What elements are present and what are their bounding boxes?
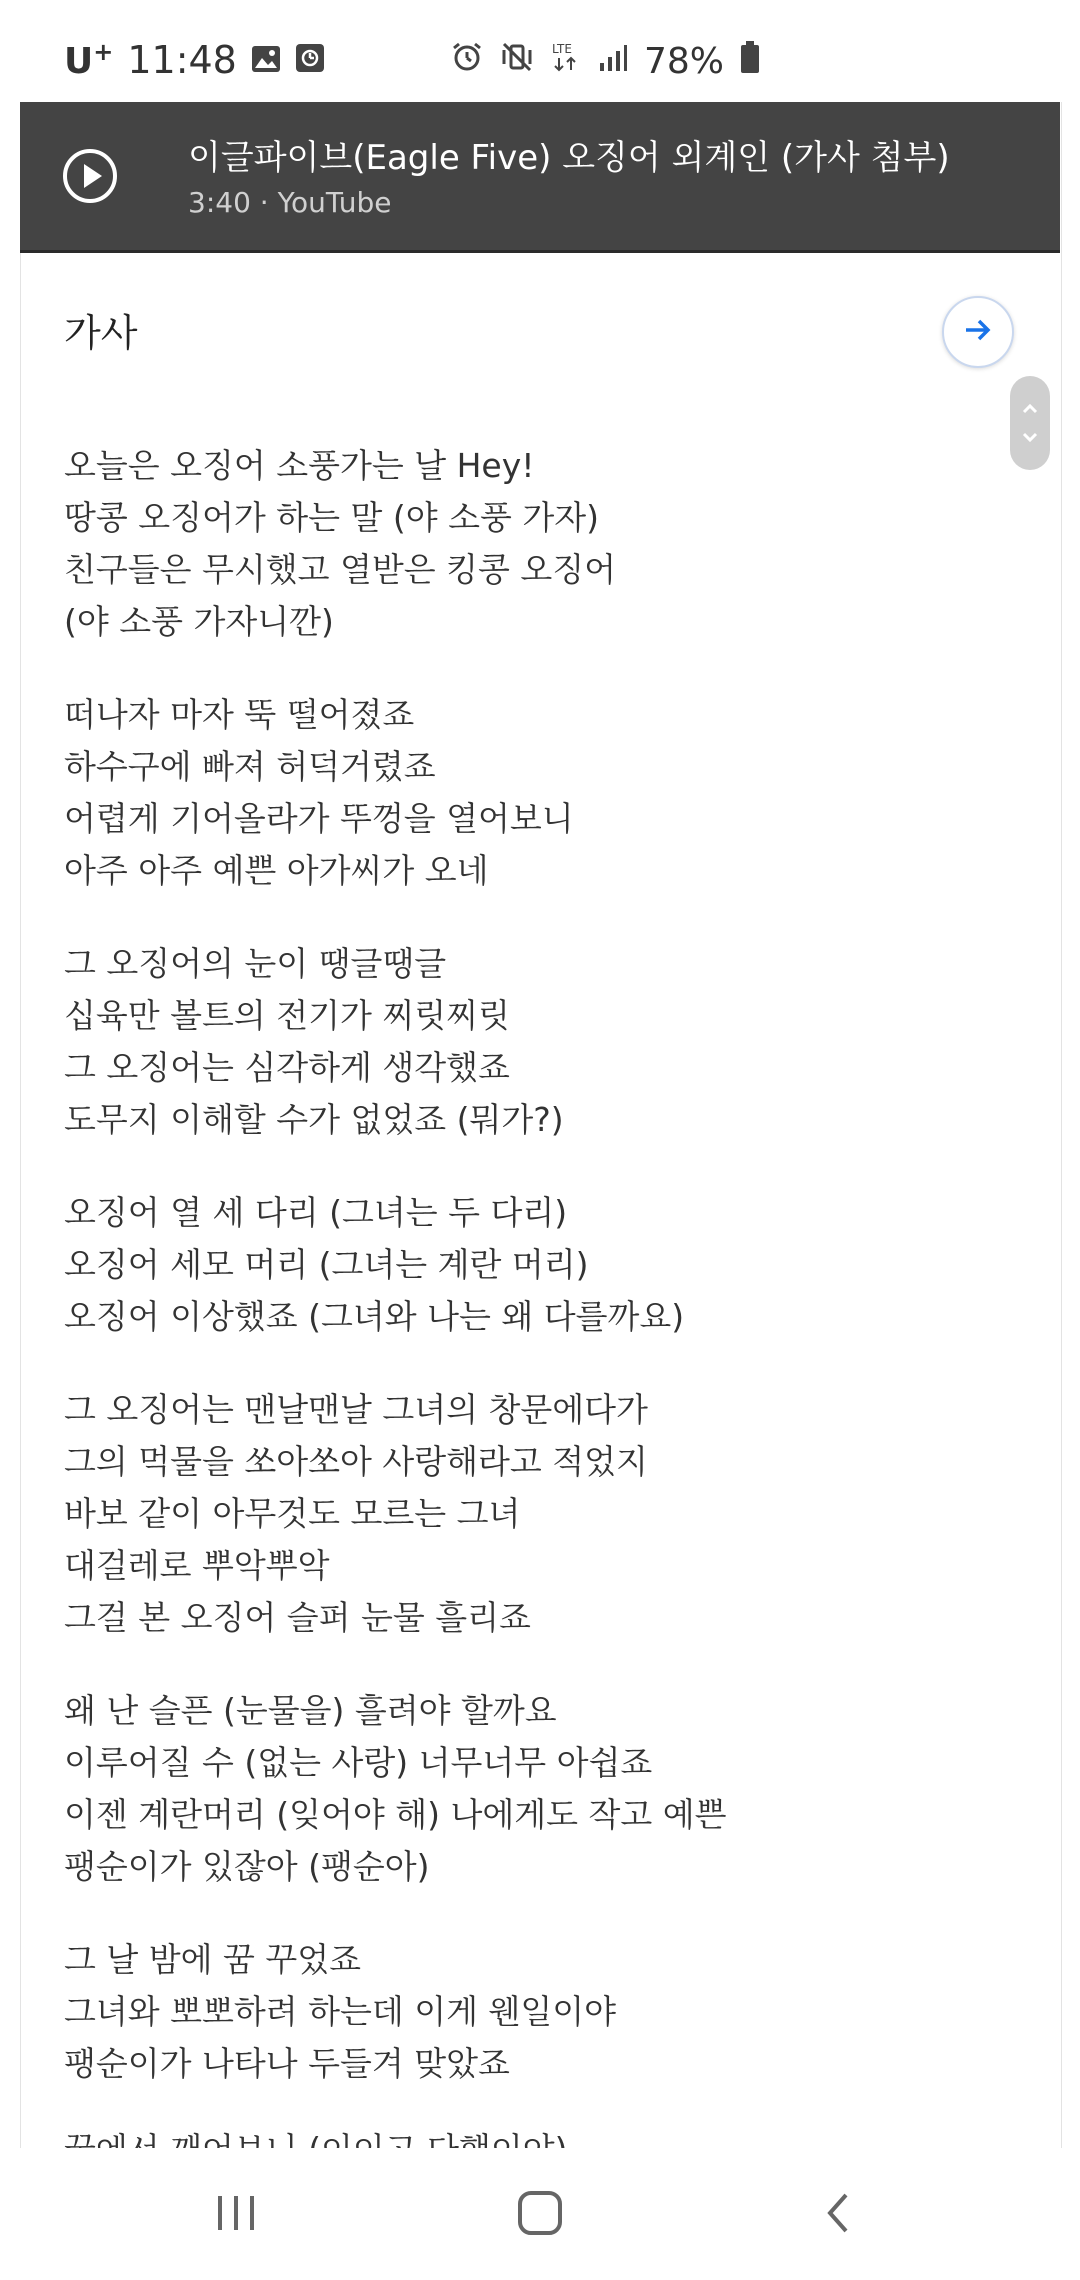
lyrics-stanza (64, 938, 994, 1146)
lyrics-line: 팽순이가 나타나 두들겨 맞았죠 (64, 2044, 510, 2083)
lyrics-line: 오징어 세모 머리 (그녀는 계란 머리) (64, 1245, 589, 1284)
lyrics-line: 그걸 본 오징어 슬퍼 눈물 흘리죠 (64, 1598, 531, 1637)
lte-icon (550, 40, 582, 83)
gallery-icon (251, 38, 281, 82)
video-meta: 3:40 · YouTube (188, 186, 392, 219)
lyrics-stanza (64, 689, 994, 897)
lyrics-line: 그 오징어는 맨날맨날 그녀의 창문에다가 (64, 1390, 648, 1429)
battery-icon (740, 40, 760, 83)
lyrics-line: 오징어 열 세 다리 (그녀는 두 다리) (64, 1193, 568, 1232)
lyrics-line: 바보 같이 아무것도 모르는 그녀 (64, 1494, 521, 1533)
lyrics-line: 도무지 이해할 수가 없었죠 (뭐가?) (64, 1100, 564, 1139)
home-icon[interactable] (500, 2178, 580, 2248)
alarm-icon (450, 40, 484, 83)
lyrics-line: 친구들은 무시했고 열받은 킹콩 오징어 (64, 550, 617, 589)
lyrics-partial-line (64, 2124, 568, 2148)
clock: 11:48 (127, 38, 237, 82)
lyrics-line: 대걸레로 뿌악뿌악 (64, 1546, 330, 1585)
lyrics-line: 아주 아주 예쁜 아가씨가 오네 (64, 851, 489, 890)
lyrics-line: 그 날 밤에 꿈 꾸었죠 (64, 1940, 361, 1979)
lyrics-line: 땅콩 오징어가 하는 말 (야 소풍 가자) (64, 498, 599, 537)
lyrics-line: 떠나자 마자 뚝 떨어졌죠 (64, 695, 415, 734)
lyrics-stanza (64, 1685, 994, 1893)
video-title[interactable]: 이글파이브(Eagle Five) 오징어 외계인 (가사 첨부) (188, 138, 950, 178)
video-header[interactable] (20, 102, 1060, 253)
lyrics-line: 하수구에 빠져 허덕거렸죠 (64, 747, 436, 786)
lyrics-line: 그 오징어는 심각하게 생각했죠 (64, 1048, 510, 1087)
recents-icon[interactable] (196, 2178, 276, 2248)
back-icon[interactable] (800, 2178, 880, 2248)
signal-icon (598, 41, 628, 82)
lyrics-line: 이루어질 수 (없는 사랑) 너무너무 아쉽죠 (64, 1743, 653, 1782)
lyrics-line: 십육만 볼트의 전기가 찌릿찌릿 (64, 996, 510, 1035)
open-lyrics-button[interactable] (942, 296, 1014, 368)
lyrics-line: 어렵게 기어올라가 뚜껑을 열어보니 (64, 799, 574, 838)
arrow-right-icon (960, 312, 996, 352)
lyrics-line: 오징어 이상했죠 (그녀와 나는 왜 다를까요) (64, 1297, 685, 1336)
screen-recorder-icon (295, 38, 325, 82)
lyrics-line: 오늘은 오징어 소풍가는 날 Hey! (64, 446, 535, 485)
lyrics-line: 그 오징어의 눈이 땡글땡글 (64, 944, 447, 983)
play-circle-icon[interactable] (62, 148, 118, 204)
carrier-label: U+ (64, 38, 114, 82)
status-bar (0, 0, 1080, 102)
status-left (64, 38, 325, 82)
battery-percent: 78% (643, 41, 724, 82)
lyrics-line: 이젠 계란머리 (잊어야 해) 나에게도 작고 예쁜 (64, 1795, 727, 1834)
lyrics-heading: 가사 (64, 311, 138, 355)
scroll-handle[interactable] (1010, 376, 1050, 470)
lyrics-line: 팽순이가 있잖아 (팽순아) (64, 1847, 430, 1886)
navigation-bar (0, 2148, 1080, 2280)
svg-text:LTE: LTE (551, 42, 572, 56)
lyrics-stanza (64, 1384, 994, 1644)
lyrics-line: 왜 난 슬픈 (눈물을) 흘려야 할까요 (64, 1691, 557, 1730)
lyrics-text (64, 440, 994, 2131)
lyrics-line: 그녀와 뽀뽀하려 하는데 이게 웬일이야 (64, 1992, 617, 2031)
lyrics-line: (야 소풍 가자니깐) (64, 602, 334, 641)
vibrate-mute-icon (500, 40, 534, 83)
scroll-arrows-icon (1010, 376, 1050, 470)
lyrics-stanza (64, 1934, 994, 2090)
status-right (450, 40, 760, 83)
lyrics-stanza (64, 1187, 994, 1343)
lyrics-stanza (64, 440, 994, 648)
lyrics-line: 그의 먹물을 쏘아쏘아 사랑해라고 적었지 (64, 1442, 648, 1481)
